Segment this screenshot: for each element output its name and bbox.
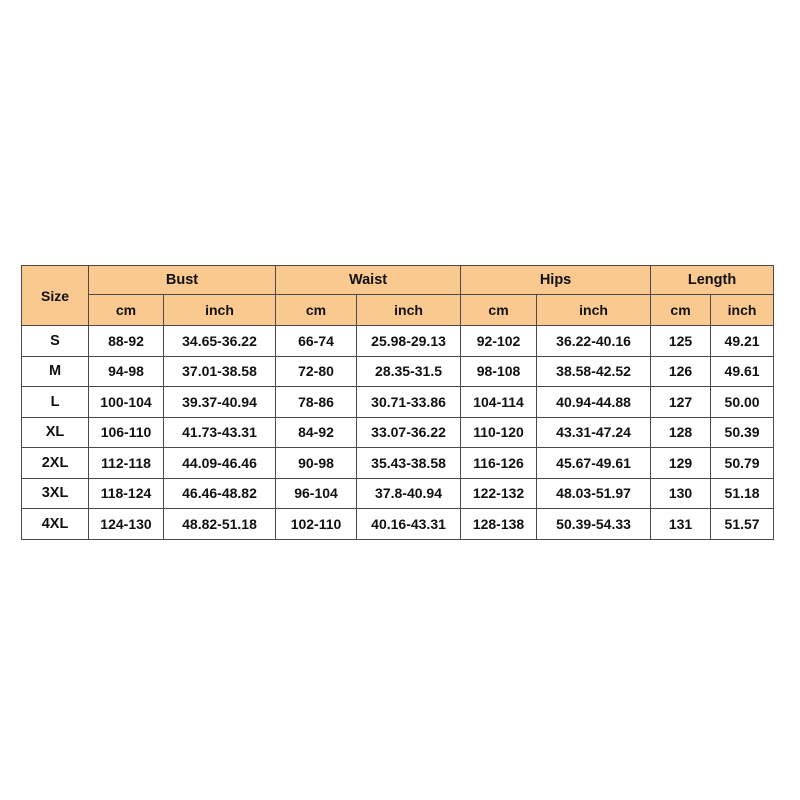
bust-inch-cell: 41.73-43.31 (164, 417, 276, 448)
bust-inch-header: inch (164, 295, 276, 326)
waist-cm-header: cm (276, 295, 357, 326)
size-cell: 4XL (22, 509, 89, 540)
length-inch-cell: 51.57 (711, 509, 774, 540)
bust-cm-cell: 88-92 (89, 326, 164, 357)
length-inch-cell: 50.00 (711, 387, 774, 418)
length-inch-cell: 49.61 (711, 356, 774, 387)
length-cm-cell: 129 (651, 448, 711, 479)
unit-header-row (22, 295, 774, 326)
length-cm-cell: 131 (651, 509, 711, 540)
table-row (22, 478, 774, 509)
bust-cm-cell: 106-110 (89, 417, 164, 448)
size-chart-table (21, 265, 774, 540)
length-inch-cell: 49.21 (711, 326, 774, 357)
table-row (22, 356, 774, 387)
hips-inch-cell: 38.58-42.52 (537, 356, 651, 387)
waist-cm-cell: 84-92 (276, 417, 357, 448)
bust-cm-header: cm (89, 295, 164, 326)
bust-inch-cell: 46.46-48.82 (164, 478, 276, 509)
length-cm-cell: 130 (651, 478, 711, 509)
length-cm-header: cm (651, 295, 711, 326)
length-inch-cell: 50.79 (711, 448, 774, 479)
length-inch-header: inch (711, 295, 774, 326)
length-cm-cell: 126 (651, 356, 711, 387)
table-row (22, 448, 774, 479)
table-row (22, 387, 774, 418)
hips-cm-cell: 116-126 (461, 448, 537, 479)
bust-inch-cell: 44.09-46.46 (164, 448, 276, 479)
hips-cm-cell: 122-132 (461, 478, 537, 509)
size-cell: M (22, 356, 89, 387)
length-cm-cell: 128 (651, 417, 711, 448)
table-header (22, 266, 774, 326)
hips-cm-cell: 110-120 (461, 417, 537, 448)
length-cm-cell: 127 (651, 387, 711, 418)
size-cell: S (22, 326, 89, 357)
length-inch-cell: 50.39 (711, 417, 774, 448)
waist-inch-cell: 33.07-36.22 (357, 417, 461, 448)
waist-cm-cell: 72-80 (276, 356, 357, 387)
group-header-row (22, 266, 774, 295)
hips-header: Hips (461, 266, 651, 295)
waist-inch-cell: 35.43-38.58 (357, 448, 461, 479)
size-cell: 3XL (22, 478, 89, 509)
bust-cm-cell: 118-124 (89, 478, 164, 509)
waist-cm-cell: 78-86 (276, 387, 357, 418)
hips-cm-cell: 104-114 (461, 387, 537, 418)
waist-inch-cell: 40.16-43.31 (357, 509, 461, 540)
waist-cm-cell: 96-104 (276, 478, 357, 509)
waist-inch-cell: 25.98-29.13 (357, 326, 461, 357)
hips-cm-cell: 92-102 (461, 326, 537, 357)
bust-header: Bust (89, 266, 276, 295)
hips-inch-cell: 43.31-47.24 (537, 417, 651, 448)
waist-cm-cell: 66-74 (276, 326, 357, 357)
hips-cm-header: cm (461, 295, 537, 326)
table-body (22, 326, 774, 540)
length-cm-cell: 125 (651, 326, 711, 357)
bust-cm-cell: 124-130 (89, 509, 164, 540)
size-cell: XL (22, 417, 89, 448)
bust-inch-cell: 34.65-36.22 (164, 326, 276, 357)
hips-inch-cell: 48.03-51.97 (537, 478, 651, 509)
table-row (22, 326, 774, 357)
bust-inch-cell: 48.82-51.18 (164, 509, 276, 540)
bust-cm-cell: 94-98 (89, 356, 164, 387)
waist-inch-cell: 28.35-31.5 (357, 356, 461, 387)
length-inch-cell: 51.18 (711, 478, 774, 509)
length-header: Length (651, 266, 774, 295)
size-cell: L (22, 387, 89, 418)
bust-cm-cell: 112-118 (89, 448, 164, 479)
waist-inch-cell: 30.71-33.86 (357, 387, 461, 418)
bust-inch-cell: 37.01-38.58 (164, 356, 276, 387)
table-row (22, 509, 774, 540)
waist-cm-cell: 90-98 (276, 448, 357, 479)
waist-cm-cell: 102-110 (276, 509, 357, 540)
table-row (22, 417, 774, 448)
hips-cm-cell: 98-108 (461, 356, 537, 387)
hips-cm-cell: 128-138 (461, 509, 537, 540)
hips-inch-cell: 50.39-54.33 (537, 509, 651, 540)
hips-inch-cell: 45.67-49.61 (537, 448, 651, 479)
hips-inch-cell: 36.22-40.16 (537, 326, 651, 357)
bust-cm-cell: 100-104 (89, 387, 164, 418)
bust-inch-cell: 39.37-40.94 (164, 387, 276, 418)
waist-header: Waist (276, 266, 461, 295)
waist-inch-header: inch (357, 295, 461, 326)
hips-inch-cell: 40.94-44.88 (537, 387, 651, 418)
hips-inch-header: inch (537, 295, 651, 326)
size-column-header: Size (22, 266, 89, 326)
size-cell: 2XL (22, 448, 89, 479)
waist-inch-cell: 37.8-40.94 (357, 478, 461, 509)
